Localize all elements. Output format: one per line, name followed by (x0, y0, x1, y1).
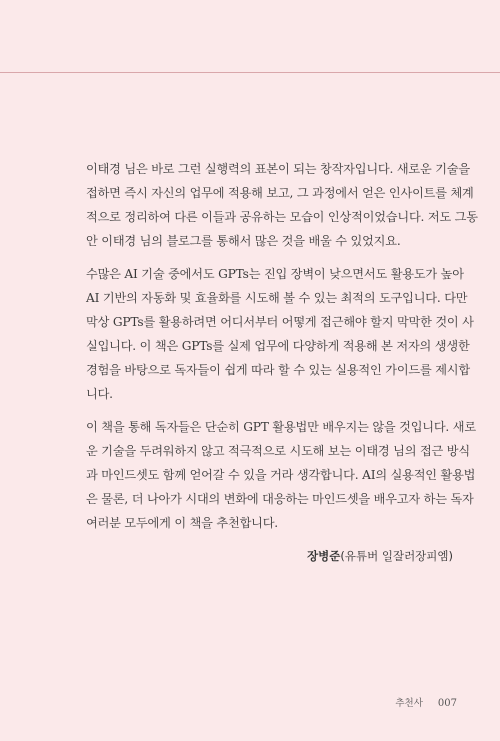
paragraph-line: 이 책을 통해 독자들은 단순히 GPT 활용법만 배우지는 않을 것입니다. 새로 (86, 420, 476, 434)
signature-title: (유튜버 일잘러장피엠) (340, 549, 453, 563)
paragraph-line: 적으로 정리하여 다른 이들과 공유하는 모습이 인상적이었습니다. 저도 그동 (86, 210, 478, 224)
paragraph-1 (86, 157, 478, 253)
recommendation-body (86, 157, 478, 544)
header-divider (0, 72, 500, 73)
paragraph-line: 과 마인드셋도 함께 얻어갈 수 있을 거라 생각합니다. AI의 실용적인 활용법 (86, 468, 476, 482)
paragraph-line: 니다. (86, 387, 113, 401)
footer-section-label: 추천사 (395, 698, 423, 709)
page-number: 007 (437, 698, 457, 709)
paragraph-line: 은 물론, 더 나아가 시대의 변화에 대응하는 마인드셋을 배우고자 하는 독자 (86, 492, 474, 506)
paragraph-line: 막상 GPTs를 활용하려면 어디서부터 어떻게 접근해야 할지 막막한 것이 사 (86, 315, 474, 329)
paragraph-line: AI 기반의 자동화 및 효율화를 시도해 볼 수 있는 최적의 도구입니다. 다만 (86, 291, 468, 305)
author-signature (307, 548, 453, 564)
paragraph-line: 이태경 님은 바로 그런 실행력의 표본이 되는 창작자입니다. 새로운 기술을 (86, 162, 470, 176)
paragraph-line: 운 기술을 두려워하지 않고 적극적으로 시도해 보는 이태경 님의 접근 방식 (86, 444, 470, 458)
paragraph-line: 경험을 바탕으로 독자들이 쉽게 따라 할 수 있는 실용적인 가이드를 제시합 (86, 363, 470, 377)
paragraph-line: 실입니다. 이 책은 GPTs를 실제 업무에 다양하게 적용해 본 저자의 생생한 (86, 339, 470, 353)
paragraph-3 (86, 415, 476, 535)
page-footer (395, 695, 457, 709)
paragraph-line: 접하면 즉시 자신의 업무에 적용해 보고, 그 과정에서 얻은 인사이트를 체계 (86, 186, 474, 200)
signature-name: 장병준 (307, 549, 341, 563)
paragraph-line: 안 이태경 님의 블로그를 통해서 많은 것을 배울 수 있었지요. (86, 234, 401, 248)
paragraph-line: 여러분 모두에게 이 책을 추천합니다. (86, 516, 278, 530)
paragraph-2 (86, 262, 474, 406)
paragraph-line: 수많은 AI 기술 중에서도 GPTs는 진입 장벽이 낮으면서도 활용도가 높아 (86, 267, 464, 281)
